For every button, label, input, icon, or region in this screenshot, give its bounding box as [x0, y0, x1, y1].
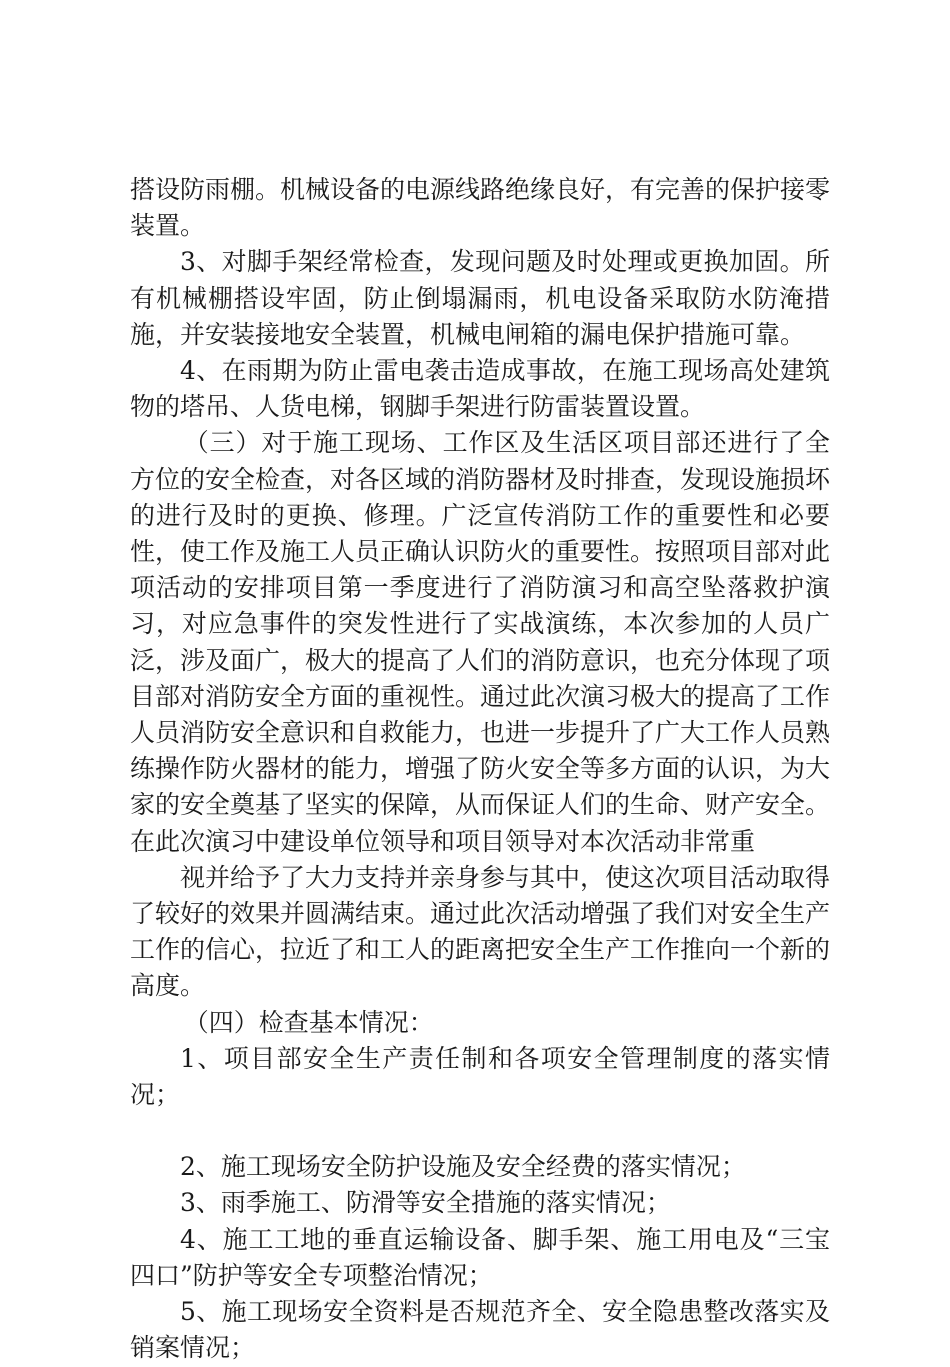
list-item-1: 1、项目部安全生产责任制和各项安全管理制度的落实情况； [130, 1043, 830, 1110]
list-item-3: 3、雨季施工、防滑等安全措施的落实情况； [180, 1188, 671, 1218]
paragraph-section-3: （三）对于施工现场、工作区及生活区项目部还进行了全方位的安全检查，对各区域的消防器材及时排查，发现设施损坏的进行及时的更换、修理。广泛宣传消防工作的重要性和必要性，使工作及施工人员正确认识防火的重要性。按照项目部对此项活动的安排项目第一季度进行了消防演习和高空坠落救护演习，对应急事件的突发性进行了实战演练，本次参加的人员广泛，涉及面广，极大的提高了人们的消防意识，也充分体现了项目部对消防安全方面的重视性。通过此次演习极大的提高了工作人员消防安全意识和自救能力，也进一步提升了广大工作人员熟练操作防火器材的能力，增强了防火安全等多方面的认识，为大家的安全奠基了坚实的保障，从而保证人们的生命、财产安全。在此次演习中建设单位领导和项目领导对本次活动非常重 [130, 428, 831, 856]
list-item-4: 4、施工工地的垂直运输设备、脚手架、施工用电及“三宝四口”防护等安全专项整治情况； [130, 1224, 830, 1290]
list-item-2: 2、施工现场安全防护设施及安全经费的落实情况； [180, 1152, 746, 1182]
paragraph-item-4-lightning: 4、在雨期为防止雷电袭击造成事故，在施工现场高处建筑物的塔吊、人货电梯，钢脚手架进行防雷装置设置。 [130, 356, 830, 422]
paragraph-section-3-continued: 视并给予了大力支持并亲身参与其中，使这次项目活动取得了较好的效果并圆满结束。通过此次活动增强了我们对安全生产工作的信心，拉近了和工人的距离把安全生产工作推向一个新的高度。 [130, 862, 831, 1001]
document-body [130, 172, 830, 1367]
list-item-5: 5、施工现场安全资料是否规范齐全、安全隐患整改落实及销案情况； [130, 1297, 830, 1363]
paragraph-item-3-scaffold: 3、对脚手架经常检查，发现问题及时处理或更换加固。所有机械棚搭设牢固，防止倒塌漏雨，机电设备采取防水防淹措施，并安装接地安全装置，机械电闸箱的漏电保护措施可靠。 [130, 247, 830, 349]
paragraph-rain-shed: 搭设防雨棚。机械设备的电源线路绝缘良好，有完善的保护接零装置。 [130, 175, 831, 241]
heading-section-4: （四）检查基本情况： [183, 1007, 434, 1037]
